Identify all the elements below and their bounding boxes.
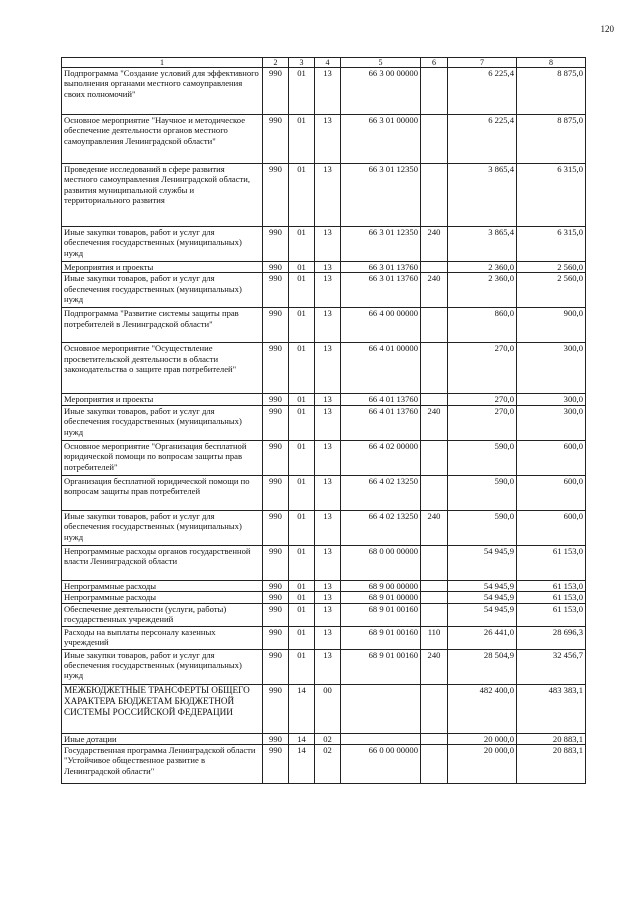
row-value-cell <box>421 308 448 343</box>
row-value-cell: 110 <box>421 626 448 649</box>
row-value-cell: 01 <box>289 227 315 262</box>
row-value-cell: 66 4 02 13250 <box>341 510 421 545</box>
row-value-cell <box>421 733 448 744</box>
row-value-cell: 600,0 <box>517 440 586 475</box>
row-value-cell: 01 <box>289 308 315 343</box>
row-value-cell: 300,0 <box>517 343 586 394</box>
row-value-cell: 13 <box>315 545 341 580</box>
table-row <box>62 273 586 308</box>
table-row <box>62 68 586 115</box>
row-value-cell: 13 <box>315 308 341 343</box>
row-name-cell: Организация бесплатной юридической помощи по вопросам защиты прав потребителей <box>62 475 263 510</box>
row-value-cell: 66 3 01 13760 <box>341 262 421 273</box>
row-name-cell: Иные закупки товаров, работ и услуг для обеспечения государственных (муниципальных) нужд <box>62 227 263 262</box>
row-name-cell: МЕЖБЮДЖЕТНЫЕ ТРАНСФЕРТЫ ОБЩЕГО ХАРАКТЕРА БЮДЖЕТАМ БЮДЖЕТНОЙ СИСТЕМЫ РОССИЙСКОЙ ФЕДЕРАЦИИ <box>62 684 263 733</box>
row-value-cell: 990 <box>263 115 289 164</box>
row-value-cell: 482 400,0 <box>448 684 517 733</box>
row-value-cell: 2 360,0 <box>448 273 517 308</box>
table-row <box>62 164 586 227</box>
row-value-cell: 990 <box>263 308 289 343</box>
row-value-cell: 6 225,4 <box>448 115 517 164</box>
row-value-cell: 13 <box>315 405 341 440</box>
row-value-cell: 900,0 <box>517 308 586 343</box>
row-name-cell: Мероприятия и проекты <box>62 262 263 273</box>
row-value-cell <box>421 580 448 591</box>
table-row <box>62 343 586 394</box>
header-cell: 7 <box>448 58 517 68</box>
row-value-cell: 990 <box>263 405 289 440</box>
row-value-cell: 990 <box>263 262 289 273</box>
row-value-cell: 01 <box>289 68 315 115</box>
row-value-cell: 270,0 <box>448 405 517 440</box>
row-value-cell: 01 <box>289 510 315 545</box>
row-value-cell: 14 <box>289 745 315 784</box>
row-value-cell: 54 945,9 <box>448 592 517 603</box>
row-value-cell: 13 <box>315 394 341 405</box>
row-value-cell: 61 153,0 <box>517 580 586 591</box>
row-value-cell: 28 504,9 <box>448 649 517 684</box>
table-row <box>62 684 586 733</box>
row-value-cell: 01 <box>289 580 315 591</box>
row-value-cell: 01 <box>289 626 315 649</box>
header-cell: 8 <box>517 58 586 68</box>
table-row <box>62 603 586 626</box>
row-value-cell: 66 3 01 13760 <box>341 273 421 308</box>
row-value-cell: 13 <box>315 262 341 273</box>
row-value-cell: 66 4 00 00000 <box>341 308 421 343</box>
table-row <box>62 440 586 475</box>
row-name-cell: Непрограммные расходы органов государственной власти Ленинградской области <box>62 545 263 580</box>
row-value-cell: 01 <box>289 405 315 440</box>
row-value-cell: 13 <box>315 115 341 164</box>
row-name-cell: Подпрограмма "Создание условий для эффективного выполнения органами местного самоуправления своих полномочий" <box>62 68 263 115</box>
row-value-cell: 01 <box>289 164 315 227</box>
header-cell: 6 <box>421 58 448 68</box>
row-value-cell: 8 875,0 <box>517 68 586 115</box>
row-value-cell: 270,0 <box>448 343 517 394</box>
row-value-cell: 13 <box>315 475 341 510</box>
row-value-cell: 66 3 00 00000 <box>341 68 421 115</box>
row-value-cell: 01 <box>289 649 315 684</box>
row-value-cell: 990 <box>263 603 289 626</box>
row-name-cell: Иные закупки товаров, работ и услуг для обеспечения государственных (муниципальных) нужд <box>62 405 263 440</box>
row-value-cell <box>421 115 448 164</box>
row-value-cell <box>421 545 448 580</box>
row-value-cell: 13 <box>315 649 341 684</box>
row-value-cell: 66 0 00 00000 <box>341 745 421 784</box>
row-value-cell: 6 315,0 <box>517 227 586 262</box>
row-value-cell: 13 <box>315 343 341 394</box>
row-value-cell: 990 <box>263 684 289 733</box>
page-number: 120 <box>600 24 614 34</box>
row-value-cell: 68 0 00 00000 <box>341 545 421 580</box>
row-value-cell: 01 <box>289 343 315 394</box>
table-row <box>62 405 586 440</box>
row-value-cell <box>421 684 448 733</box>
row-value-cell: 66 4 01 13760 <box>341 405 421 440</box>
row-value-cell <box>421 394 448 405</box>
row-value-cell: 01 <box>289 545 315 580</box>
row-value-cell: 20 883,1 <box>517 745 586 784</box>
row-value-cell: 66 3 01 00000 <box>341 115 421 164</box>
row-value-cell: 13 <box>315 440 341 475</box>
row-value-cell: 990 <box>263 510 289 545</box>
row-value-cell: 483 383,1 <box>517 684 586 733</box>
row-name-cell: Мероприятия и проекты <box>62 394 263 405</box>
row-value-cell: 68 9 00 00000 <box>341 580 421 591</box>
row-value-cell: 66 3 01 12350 <box>341 227 421 262</box>
row-value-cell: 66 3 01 12350 <box>341 164 421 227</box>
table-row <box>62 394 586 405</box>
row-value-cell <box>421 475 448 510</box>
row-value-cell: 990 <box>263 227 289 262</box>
row-value-cell: 54 945,9 <box>448 545 517 580</box>
row-value-cell <box>341 733 421 744</box>
row-value-cell: 13 <box>315 603 341 626</box>
row-value-cell: 990 <box>263 273 289 308</box>
row-value-cell: 240 <box>421 405 448 440</box>
row-value-cell: 14 <box>289 684 315 733</box>
row-value-cell: 990 <box>263 545 289 580</box>
row-value-cell <box>421 745 448 784</box>
row-value-cell: 68 9 01 00000 <box>341 592 421 603</box>
row-value-cell: 990 <box>263 580 289 591</box>
row-value-cell: 20 883,1 <box>517 733 586 744</box>
row-value-cell: 270,0 <box>448 394 517 405</box>
row-value-cell: 01 <box>289 592 315 603</box>
row-value-cell: 990 <box>263 649 289 684</box>
table-row <box>62 580 586 591</box>
row-value-cell: 28 696,3 <box>517 626 586 649</box>
table-row <box>62 510 586 545</box>
header-cell: 5 <box>341 58 421 68</box>
row-value-cell <box>421 164 448 227</box>
row-value-cell: 2 360,0 <box>448 262 517 273</box>
row-value-cell <box>421 592 448 603</box>
row-name-cell: Проведение исследований в сфере развития местного самоуправления Ленинградской области, развития муниципальной службы и территориального развития <box>62 164 263 227</box>
row-value-cell: 20 000,0 <box>448 733 517 744</box>
row-value-cell: 61 153,0 <box>517 603 586 626</box>
table-row <box>62 733 586 744</box>
row-value-cell: 13 <box>315 273 341 308</box>
row-value-cell: 02 <box>315 733 341 744</box>
row-value-cell <box>421 68 448 115</box>
row-value-cell: 590,0 <box>448 510 517 545</box>
row-value-cell: 590,0 <box>448 440 517 475</box>
row-value-cell: 54 945,9 <box>448 580 517 591</box>
table-row <box>62 592 586 603</box>
row-value-cell: 600,0 <box>517 510 586 545</box>
table-row <box>62 227 586 262</box>
header-cell: 4 <box>315 58 341 68</box>
row-value-cell: 68 9 01 00160 <box>341 626 421 649</box>
row-value-cell: 300,0 <box>517 394 586 405</box>
table-row <box>62 262 586 273</box>
row-value-cell: 66 4 01 13760 <box>341 394 421 405</box>
row-value-cell: 240 <box>421 273 448 308</box>
row-value-cell: 61 153,0 <box>517 545 586 580</box>
row-value-cell: 13 <box>315 68 341 115</box>
row-value-cell: 13 <box>315 227 341 262</box>
row-value-cell: 6 315,0 <box>517 164 586 227</box>
table-row <box>62 745 586 784</box>
header-cell: 3 <box>289 58 315 68</box>
row-value-cell <box>421 440 448 475</box>
row-value-cell: 600,0 <box>517 475 586 510</box>
row-value-cell: 13 <box>315 626 341 649</box>
row-value-cell: 66 4 02 13250 <box>341 475 421 510</box>
row-value-cell: 01 <box>289 262 315 273</box>
table-row <box>62 475 586 510</box>
table-row <box>62 545 586 580</box>
row-name-cell: Непрограммные расходы <box>62 592 263 603</box>
row-value-cell: 860,0 <box>448 308 517 343</box>
row-value-cell: 990 <box>263 164 289 227</box>
header-cell: 2 <box>263 58 289 68</box>
row-value-cell: 990 <box>263 68 289 115</box>
row-value-cell: 20 000,0 <box>448 745 517 784</box>
row-value-cell: 01 <box>289 475 315 510</box>
table-row <box>62 115 586 164</box>
row-value-cell: 990 <box>263 440 289 475</box>
row-value-cell: 01 <box>289 273 315 308</box>
row-name-cell: Расходы на выплаты персоналу казенных учреждений <box>62 626 263 649</box>
row-value-cell: 240 <box>421 510 448 545</box>
table-row <box>62 308 586 343</box>
row-name-cell: Иные закупки товаров, работ и услуг для обеспечения государственных (муниципальных) нужд <box>62 273 263 308</box>
row-value-cell: 13 <box>315 510 341 545</box>
row-value-cell: 990 <box>263 626 289 649</box>
row-name-cell: Иные дотации <box>62 733 263 744</box>
row-value-cell: 54 945,9 <box>448 603 517 626</box>
row-name-cell: Обеспечение деятельности (услуги, работы) государственных учреждений <box>62 603 263 626</box>
header-cell: 1 <box>62 58 263 68</box>
row-value-cell: 6 225,4 <box>448 68 517 115</box>
row-value-cell: 01 <box>289 440 315 475</box>
row-value-cell <box>341 684 421 733</box>
row-value-cell: 66 4 02 00000 <box>341 440 421 475</box>
row-value-cell: 26 441,0 <box>448 626 517 649</box>
table-row <box>62 649 586 684</box>
row-value-cell: 01 <box>289 115 315 164</box>
row-value-cell: 61 153,0 <box>517 592 586 603</box>
row-value-cell: 990 <box>263 394 289 405</box>
row-value-cell: 990 <box>263 475 289 510</box>
row-name-cell: Иные закупки товаров, работ и услуг для обеспечения государственных (муниципальных) нужд <box>62 510 263 545</box>
row-value-cell: 240 <box>421 227 448 262</box>
row-name-cell: Основное мероприятие "Осуществление просветительской деятельности в области законодательства о защите прав потребителей" <box>62 343 263 394</box>
budget-table <box>61 57 586 784</box>
row-value-cell: 990 <box>263 745 289 784</box>
row-value-cell: 8 875,0 <box>517 115 586 164</box>
row-value-cell: 01 <box>289 394 315 405</box>
row-value-cell: 240 <box>421 649 448 684</box>
row-value-cell <box>421 603 448 626</box>
row-name-cell: Иные закупки товаров, работ и услуг для обеспечения государственных (муниципальных) нужд <box>62 649 263 684</box>
row-name-cell: Непрограммные расходы <box>62 580 263 591</box>
row-value-cell: 990 <box>263 592 289 603</box>
row-value-cell: 2 560,0 <box>517 273 586 308</box>
row-value-cell: 66 4 01 00000 <box>341 343 421 394</box>
row-value-cell: 13 <box>315 580 341 591</box>
row-name-cell: Подпрограмма "Развитие системы защиты прав потребителей в Ленинградской области" <box>62 308 263 343</box>
row-value-cell: 02 <box>315 745 341 784</box>
row-value-cell: 3 865,4 <box>448 164 517 227</box>
row-value-cell <box>421 262 448 273</box>
row-value-cell: 01 <box>289 603 315 626</box>
row-value-cell: 13 <box>315 592 341 603</box>
row-value-cell: 3 865,4 <box>448 227 517 262</box>
header-row <box>62 58 586 68</box>
row-name-cell: Основное мероприятие "Научное и методическое обеспечение деятельности органов местного самоуправления Ленинградской области" <box>62 115 263 164</box>
row-value-cell: 68 9 01 00160 <box>341 603 421 626</box>
row-value-cell: 300,0 <box>517 405 586 440</box>
row-value-cell: 68 9 01 00160 <box>341 649 421 684</box>
row-value-cell: 990 <box>263 343 289 394</box>
row-value-cell: 590,0 <box>448 475 517 510</box>
row-name-cell: Основное мероприятие "Организация бесплатной юридической помощи по вопросам защиты прав потребителей" <box>62 440 263 475</box>
row-value-cell: 13 <box>315 164 341 227</box>
row-value-cell: 990 <box>263 733 289 744</box>
row-value-cell <box>421 343 448 394</box>
row-value-cell: 32 456,7 <box>517 649 586 684</box>
row-value-cell: 00 <box>315 684 341 733</box>
row-value-cell: 2 560,0 <box>517 262 586 273</box>
row-name-cell: Государственная программа Ленинградской области "Устойчивое общественное развитие в Ленинградской области" <box>62 745 263 784</box>
table-row <box>62 626 586 649</box>
row-value-cell: 14 <box>289 733 315 744</box>
